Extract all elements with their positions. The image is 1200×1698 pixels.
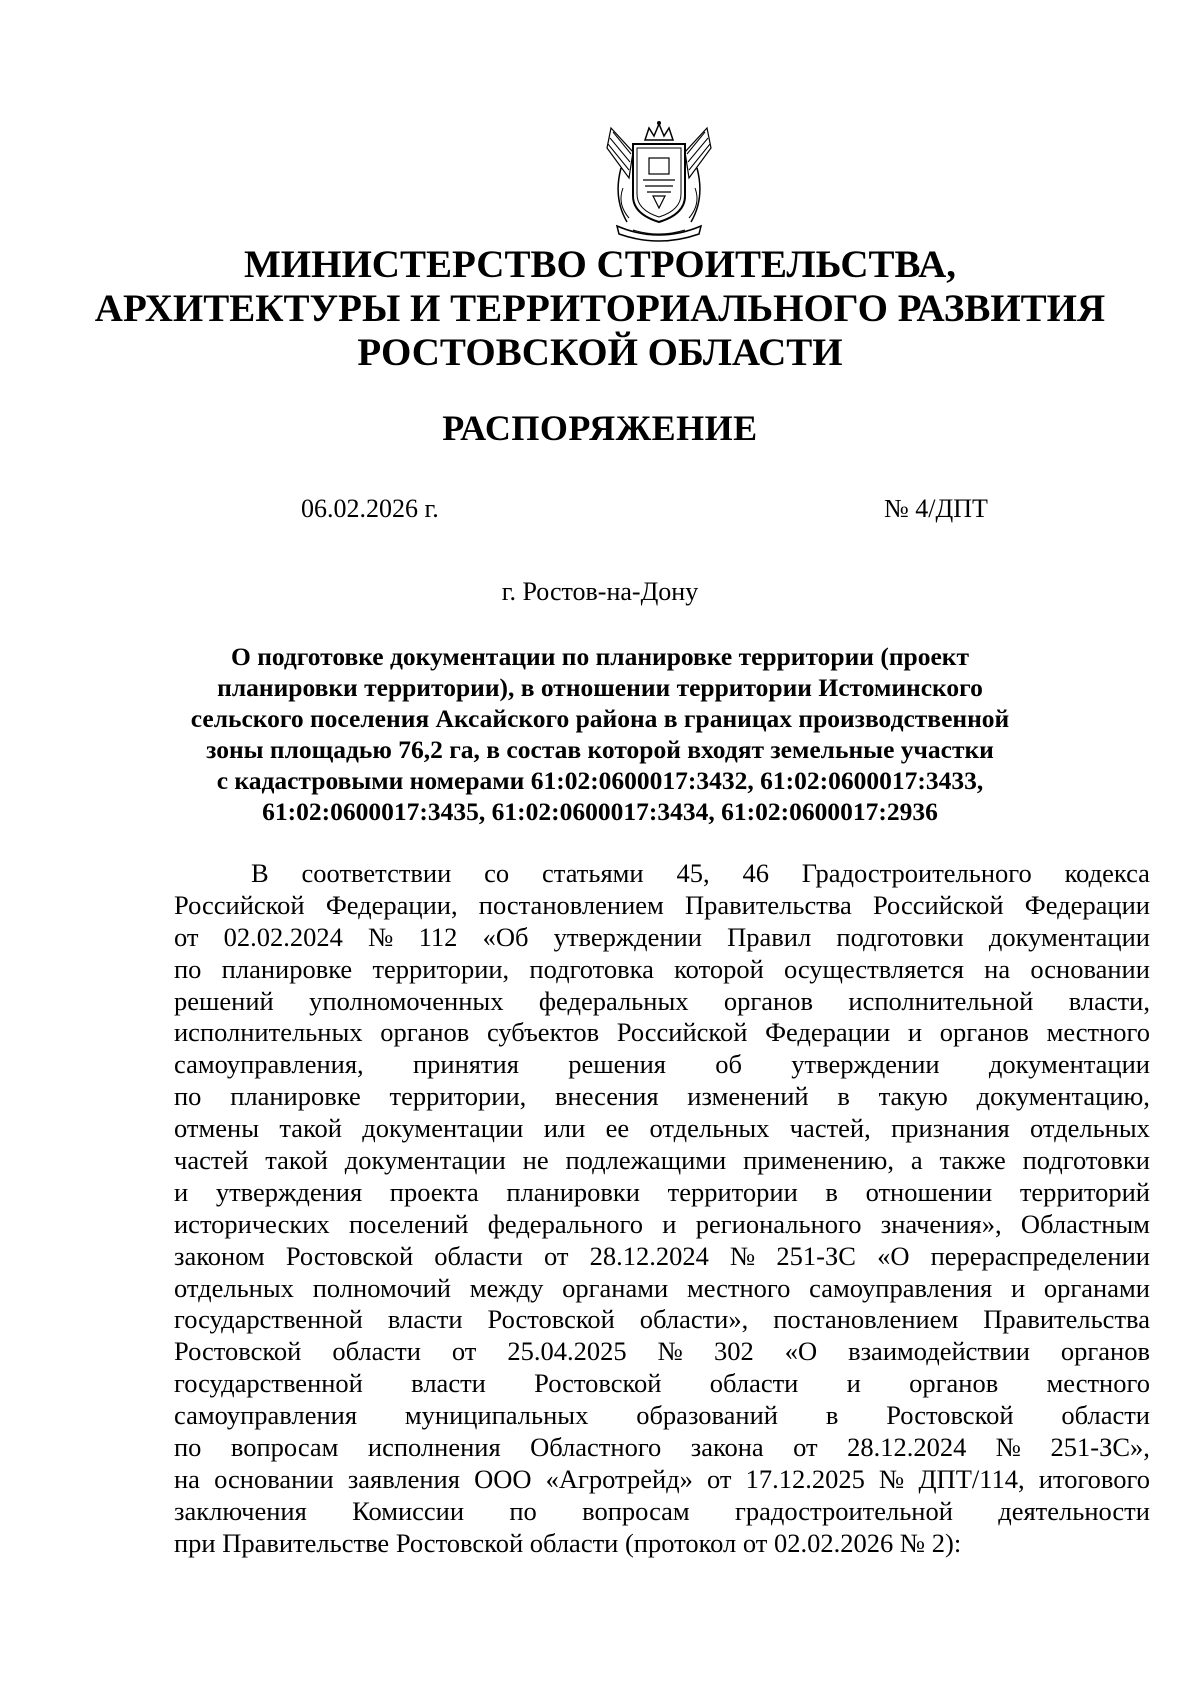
body-word: Правил (727, 921, 812, 952)
body-word: местного (1046, 1368, 1150, 1399)
body-word: соответствии (301, 858, 452, 888)
body-word: признания (891, 1113, 1010, 1144)
body-word: на (174, 1463, 200, 1494)
body-line (174, 1368, 1150, 1400)
body-word: статьями (542, 858, 644, 888)
body-word: планировки (506, 1176, 640, 1207)
body-word: исполнительных (174, 1017, 363, 1048)
body-word: В (251, 858, 269, 888)
body-word: Градостроительного (801, 858, 1032, 888)
body-word: 02.02.2024 (223, 921, 343, 952)
body-word: «Об (482, 921, 529, 952)
body-word: такую (878, 1081, 948, 1112)
body-word: Областного (530, 1432, 662, 1463)
body-word: органами (562, 1272, 669, 1303)
body-word: муниципальных (404, 1400, 589, 1431)
body-word: в (837, 1081, 850, 1112)
body-line (174, 1528, 1150, 1560)
body-word: 17.12.2025 (745, 1463, 865, 1494)
body-word: регионального (695, 1208, 862, 1239)
document-number: № 4/ДПТ (884, 494, 988, 523)
body-word: закона (690, 1432, 764, 1463)
body-word: власти (411, 1368, 486, 1399)
body-word: изменений (687, 1081, 809, 1112)
body-line-text: при Правительстве Ростовской области (протокол от 02.02.2026 № 2): (174, 1527, 962, 1558)
body-word: и (846, 1368, 861, 1399)
body-word: отдельных (649, 1113, 770, 1144)
body-word: 46 (742, 858, 769, 888)
body-word: области (332, 1336, 421, 1367)
body-line (174, 1209, 1150, 1241)
body-line (174, 890, 1150, 922)
body-word: 25.04.2025 (507, 1336, 627, 1367)
body-word: осуществляется (783, 953, 964, 984)
body-word: и (174, 1176, 189, 1207)
body-line (174, 1017, 1150, 1049)
body-word: исполнения (367, 1432, 501, 1463)
body-word: основании (214, 1463, 334, 1494)
body-line (174, 1145, 1150, 1177)
body-word: и (1010, 1272, 1026, 1303)
body-word: самоуправления (174, 1400, 358, 1431)
body-word: от (174, 921, 199, 952)
ministry-line: АРХИТЕКТУРЫ И ТЕРРИТОРИАЛЬНОГО РАЗВИТИЯ (94, 287, 1106, 330)
body-word: 28.12.2024 (589, 1240, 709, 1271)
body-word: образований (636, 1400, 778, 1431)
body-word: также (939, 1145, 1006, 1176)
body-word: уполномоченных (309, 985, 504, 1016)
body-word: по (174, 1432, 202, 1463)
body-word: Ростовской (174, 1336, 302, 1367)
body-line (174, 1336, 1150, 1368)
body-word: области (434, 1240, 523, 1271)
body-word: между (469, 1272, 544, 1303)
body-word: Правительства (685, 889, 852, 920)
document-city: г. Ростов-на-Дону (501, 577, 699, 606)
body-word: такой (279, 1113, 342, 1144)
body-word: не (522, 1145, 549, 1176)
subject-line: с кадастровыми номерами 61:02:0600017:3432, 61:02:0600017:3433, (216, 766, 984, 795)
body-word: территории (667, 1176, 798, 1207)
body-word: постановлением (773, 1304, 959, 1335)
subject-line: О подготовке документации по планировке территории (проект (230, 642, 970, 671)
body-word: документации (988, 921, 1150, 952)
body-word: 302 (713, 1336, 754, 1367)
body-word: от (544, 1240, 569, 1271)
body-word: отмены (174, 1113, 259, 1144)
body-word: полномочий (312, 1272, 451, 1303)
body-word: частей, (789, 1113, 871, 1144)
body-word: от (707, 1463, 732, 1494)
body-word: итогового (1038, 1463, 1150, 1494)
body-line (174, 1113, 1150, 1145)
body-word: по (174, 1081, 202, 1112)
subject-line: 61:02:0600017:3435, 61:02:0600017:3434, 61:02:0600017:2936 (262, 797, 938, 826)
body-word: 251-ЗС», (1050, 1432, 1150, 1463)
body-word: органов (380, 1017, 470, 1048)
body-word: от (451, 1336, 477, 1367)
body-word: заключения (174, 1495, 307, 1526)
body-word: в (825, 1400, 839, 1431)
body-word: поселений (348, 1208, 469, 1239)
document-date: 06.02.2026 г. (301, 494, 439, 523)
body-word: применению, (743, 1145, 894, 1176)
body-word: самоуправления (809, 1272, 993, 1303)
body-word: Ростовской (886, 1400, 1014, 1431)
body-word: вопросам (582, 1495, 690, 1526)
body-word: подготовки (836, 921, 964, 952)
body-word: субъектов (486, 1017, 600, 1048)
body-word: Российской (616, 1017, 748, 1048)
body-line (174, 1081, 1150, 1113)
body-line (174, 1304, 1150, 1336)
body-word: государственной (174, 1368, 363, 1399)
body-word: ООО (474, 1463, 532, 1494)
body-word: утверждении (553, 921, 702, 952)
body-word: Ростовской (285, 1240, 414, 1271)
document-subject (170, 641, 1030, 827)
body-line (174, 1496, 1150, 1528)
body-word: области (1061, 1400, 1150, 1431)
body-word: подлежащими (565, 1145, 727, 1176)
body-line (174, 922, 1150, 954)
body-word: № (995, 1432, 1022, 1463)
body-word: частей (174, 1145, 249, 1176)
body-line (174, 858, 1150, 890)
body-word: власти, (1068, 985, 1150, 1016)
body-word: «Агротрейд» (545, 1463, 693, 1494)
body-word: Федерации (765, 1017, 891, 1048)
body-word: значения», (880, 1208, 1002, 1239)
body-word: основании (1030, 953, 1150, 984)
body-word: планировке (221, 953, 353, 984)
body-word: перераспределении (930, 1240, 1150, 1271)
body-word: в (825, 1176, 838, 1207)
body-word: местного (686, 1272, 791, 1303)
coat-of-arms-emblem (603, 118, 715, 243)
body-word: Правительства (983, 1304, 1150, 1335)
body-word: документации (988, 1049, 1150, 1080)
body-word: и (907, 1017, 923, 1048)
body-word: решения (568, 1049, 666, 1080)
body-word: вопросам (230, 1432, 339, 1463)
body-word: документации (362, 1113, 524, 1144)
body-word: 112 (418, 921, 458, 952)
body-word: кодекса (1064, 858, 1150, 888)
body-word: исполнительной (848, 985, 1034, 1016)
body-line (174, 1464, 1150, 1496)
body-word: органов (1060, 1336, 1150, 1367)
body-word: от (793, 1432, 818, 1463)
body-word: местного (1046, 1017, 1150, 1048)
subject-line: зоны площадью 76,2 га, в состав которой входят земельные участки (206, 735, 994, 764)
body-word: решений (174, 985, 274, 1016)
body-word: области (709, 1368, 799, 1399)
body-word: утверждении (791, 1049, 940, 1080)
body-word: федерального (487, 1208, 644, 1239)
body-word: внесения (555, 1081, 659, 1112)
ministry-line: МИНИСТЕРСТВО СТРОИТЕЛЬСТВА, (243, 243, 957, 286)
body-word: Российской (174, 889, 305, 920)
body-word: законом (174, 1240, 265, 1271)
body-word: на (984, 953, 1011, 984)
body-word: органов (723, 985, 813, 1016)
body-word: заявления (347, 1463, 460, 1494)
body-word: утверждения (215, 1176, 363, 1207)
document-body-paragraph (174, 858, 1150, 1560)
body-word: Российской (872, 889, 1004, 920)
body-word: 251-ЗС (776, 1240, 856, 1271)
body-word: территории, (389, 1081, 527, 1112)
body-word: проекта (389, 1176, 479, 1207)
body-word: № (657, 1336, 683, 1367)
body-line (174, 986, 1150, 1018)
body-word: органами (1043, 1272, 1150, 1303)
body-word: подготовка (529, 953, 654, 984)
body-word: власти (387, 1304, 463, 1335)
body-word: территорий (1019, 1176, 1150, 1207)
body-word: Федерации, (325, 889, 458, 920)
body-word: Ростовской (534, 1368, 662, 1399)
body-word: «О (784, 1336, 818, 1367)
body-word: или (543, 1113, 586, 1144)
body-line (174, 1241, 1150, 1273)
body-word: органов (939, 1017, 1029, 1048)
body-word: об (715, 1049, 742, 1080)
body-line (174, 1432, 1150, 1464)
document-type-title: РАСПОРЯЖЕНИЕ (442, 408, 758, 448)
body-line (174, 1049, 1150, 1081)
body-word: отдельных (174, 1272, 294, 1303)
body-line (174, 1400, 1150, 1432)
body-word: № (879, 1463, 905, 1494)
body-word: области», (639, 1304, 749, 1335)
body-word: органов (909, 1368, 999, 1399)
body-line (174, 954, 1150, 986)
body-word: самоуправления, (174, 1049, 364, 1080)
body-word: государственной (174, 1304, 363, 1335)
body-word: отношении (865, 1176, 993, 1207)
body-word: принятия (412, 1049, 519, 1080)
body-word: а (910, 1145, 923, 1176)
body-word: и (662, 1208, 677, 1239)
body-word: со (484, 858, 510, 888)
body-word: такой (265, 1145, 328, 1176)
body-word: № (368, 921, 394, 952)
body-word: Ростовской (487, 1304, 615, 1335)
body-word: по (174, 953, 202, 984)
body-line (174, 1177, 1150, 1209)
body-word: подготовки (1022, 1145, 1150, 1176)
body-word: по (509, 1495, 537, 1526)
body-word: № (729, 1240, 756, 1271)
body-word: федеральных (538, 985, 689, 1016)
body-word: ее (605, 1113, 630, 1144)
body-word: 28.12.2024 (847, 1432, 967, 1463)
body-word: документацию, (976, 1081, 1150, 1112)
body-word: Федерации (1024, 889, 1150, 920)
body-word: постановлением (478, 889, 664, 920)
body-line (174, 1273, 1150, 1305)
body-word: которой (674, 953, 764, 984)
body-word: взаимодействии (848, 1336, 1030, 1367)
body-word: планировке (230, 1081, 361, 1112)
body-word: исторических (174, 1208, 330, 1239)
body-word: градостроительной (735, 1495, 953, 1526)
body-word: Областным (1020, 1208, 1150, 1239)
body-word: «О (877, 1240, 910, 1271)
body-word: отдельных (1029, 1113, 1150, 1144)
body-word: 45, (676, 858, 710, 888)
body-word: территории, (372, 953, 510, 984)
subject-line: сельского поселения Аксайского района в границах производственной (190, 704, 1010, 733)
body-word: ДПТ/114, (918, 1463, 1025, 1494)
subject-line: планировки территории), в отношении территории Истоминского (217, 673, 983, 702)
ministry-name (0, 243, 1200, 375)
body-word: Комиссии (352, 1495, 465, 1526)
body-word: документации (344, 1145, 506, 1176)
body-word: деятельности (998, 1495, 1150, 1526)
ministry-line: РОСТОВСКОЙ ОБЛАСТИ (357, 331, 843, 374)
